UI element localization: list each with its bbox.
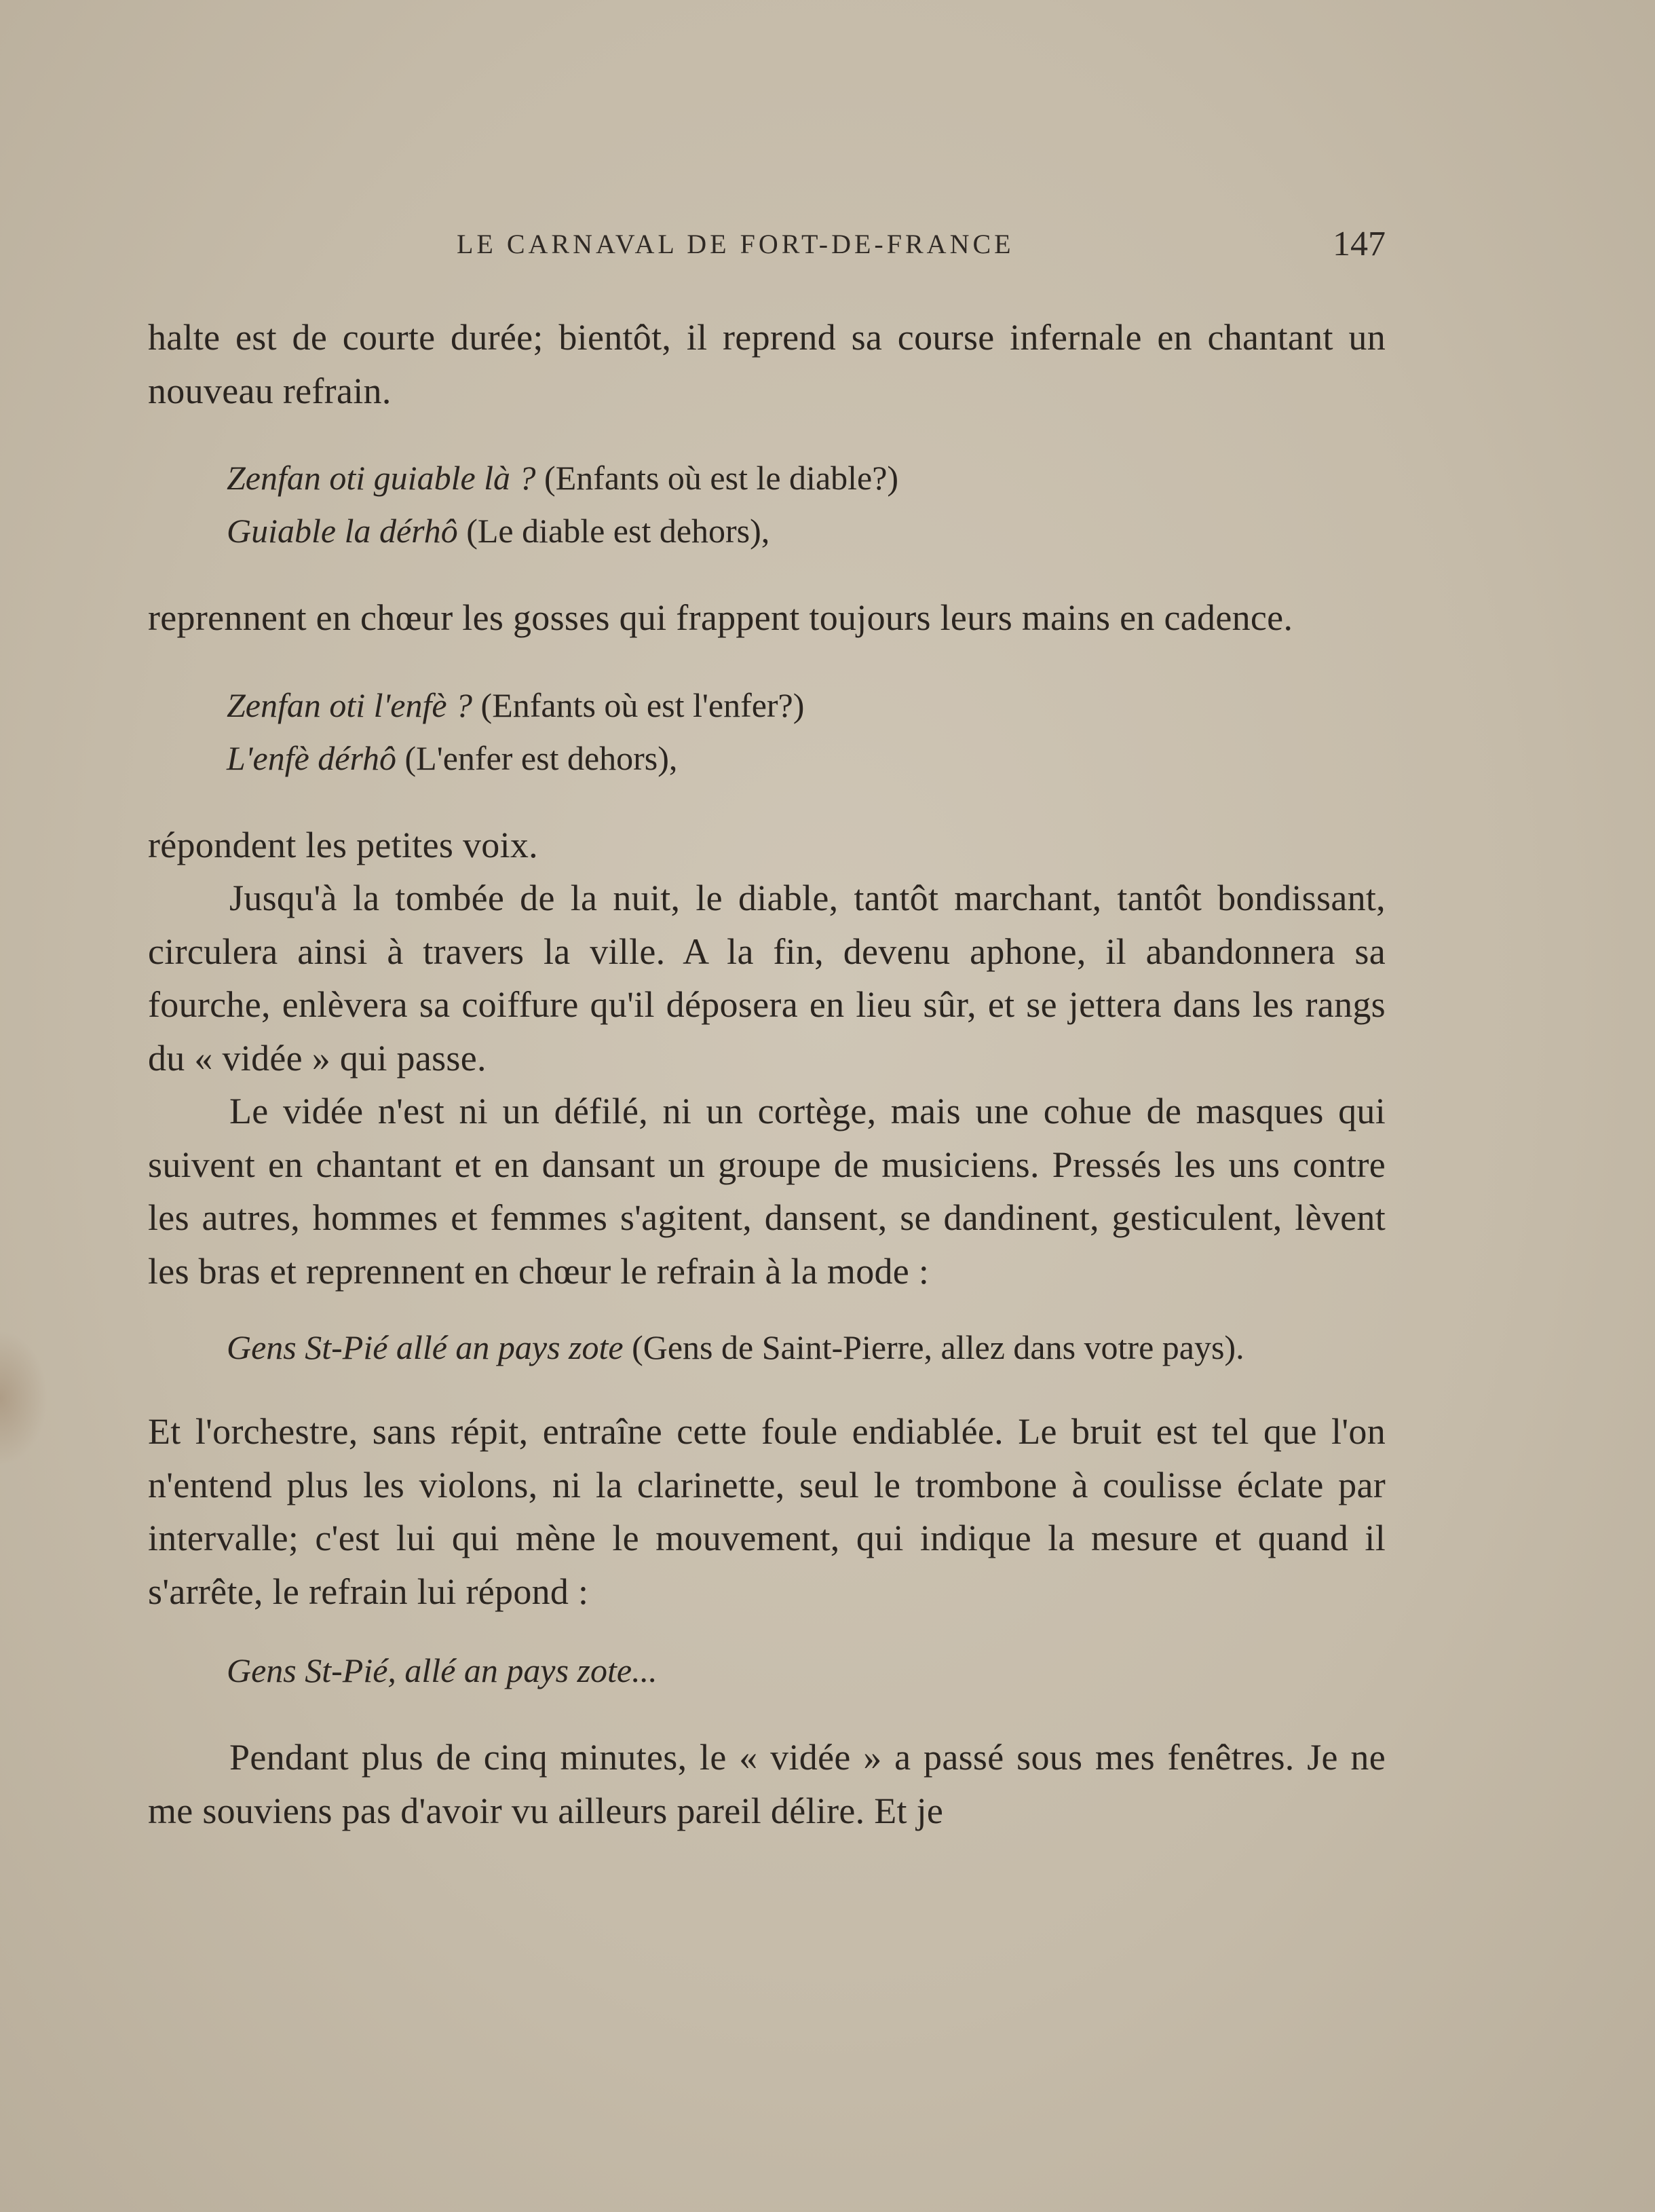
paragraph-7: Pendant plus de cinq minutes, le « vidée » a passé sous mes fenêtres. Je ne me souviens pas d'avoir vu ailleurs pareil délire. Et je <box>148 1737 1386 1831</box>
verse-2-line-2-translation: (L'enfer est dehors), <box>396 738 678 777</box>
verse-2 <box>148 679 1386 785</box>
verse-1-line-2-translation: (Le diable est dehors), <box>457 512 770 550</box>
paragraph-4: Jusqu'à la tombée de la nuit, le diable, tantôt marchant, tantôt bondissant, circulera ainsi à travers la ville. A la fin, devenu aphone, il abandonnera sa fourche, enlèvera sa coiffure qu'il déposera en lieu sûr, et se jettera dans les rangs du « vidée » qui passe. <box>148 878 1386 1079</box>
text-block <box>148 311 1386 1837</box>
verse-2-line-1-creole: Zenfan oti l'enfè ? <box>227 686 473 724</box>
verse-3-translation: (Gens de Saint-Pierre, allez dans votre pays). <box>623 1328 1244 1366</box>
verse-2-line-2 <box>227 732 1386 785</box>
verse-4-line-1 <box>227 1644 1386 1697</box>
verse-1-line-1-translation: (Enfants où est le diable?) <box>535 459 899 497</box>
paper-stain <box>0 1330 47 1466</box>
verse-1-line-2 <box>227 504 1386 557</box>
verse-2-line-2-creole: L'enfè dérhô <box>227 738 397 777</box>
running-head <box>148 224 1386 265</box>
verse-1 <box>148 451 1386 557</box>
verse-1-line-1-creole: Zenfan oti guiable là ? <box>227 459 536 497</box>
verse-1-line-2-creole: Guiable la dérhô <box>227 512 458 550</box>
paragraph-2: reprennent en chœur les gosses qui frappent toujours leurs mains en cadence. <box>148 597 1293 638</box>
verse-4 <box>148 1644 1386 1697</box>
verse-1-line-1 <box>227 451 1386 504</box>
page-number: 147 <box>1333 225 1386 263</box>
verse-2-line-1 <box>227 679 1386 732</box>
verse-3 <box>148 1324 1386 1371</box>
paragraph-6: Et l'orchestre, sans répit, entraîne cette foule endiablée. Le bruit est tel que l'on n'entend plus les violons, ni la clarinette, seul le trombone à coulisse éclate par intervalle; c'est lui qui mène le mouvement, qui indique la mesure et quand il s'arrête, le refrain lui répond : <box>148 1411 1386 1612</box>
verse-2-line-1-translation: (Enfants où est l'enfer?) <box>472 686 805 724</box>
verse-3-creole: Gens St-Pié allé an pays zote <box>227 1328 624 1366</box>
paragraph-1: halte est de courte durée; bientôt, il reprend sa course infernale en chantant un nouveau refrain. <box>148 317 1386 411</box>
paragraph-5: Le vidée n'est ni un défilé, ni un cortège, mais une cohue de masques qui suivent en chantant et en dansant un groupe de musiciens. Pressés les uns contre les autres, hommes et femmes s'agitent, dansent, se dandinent, gesticulent, lèvent les bras et reprennent en chœur le refrain à la mode : <box>148 1091 1386 1292</box>
running-title: LE CARNAVAL DE FORT-DE-FRANCE <box>457 229 1014 259</box>
paragraph-3: répondent les petites voix. <box>148 824 538 865</box>
verse-4-creole: Gens St-Pié, allé an pays zote... <box>227 1651 658 1689</box>
